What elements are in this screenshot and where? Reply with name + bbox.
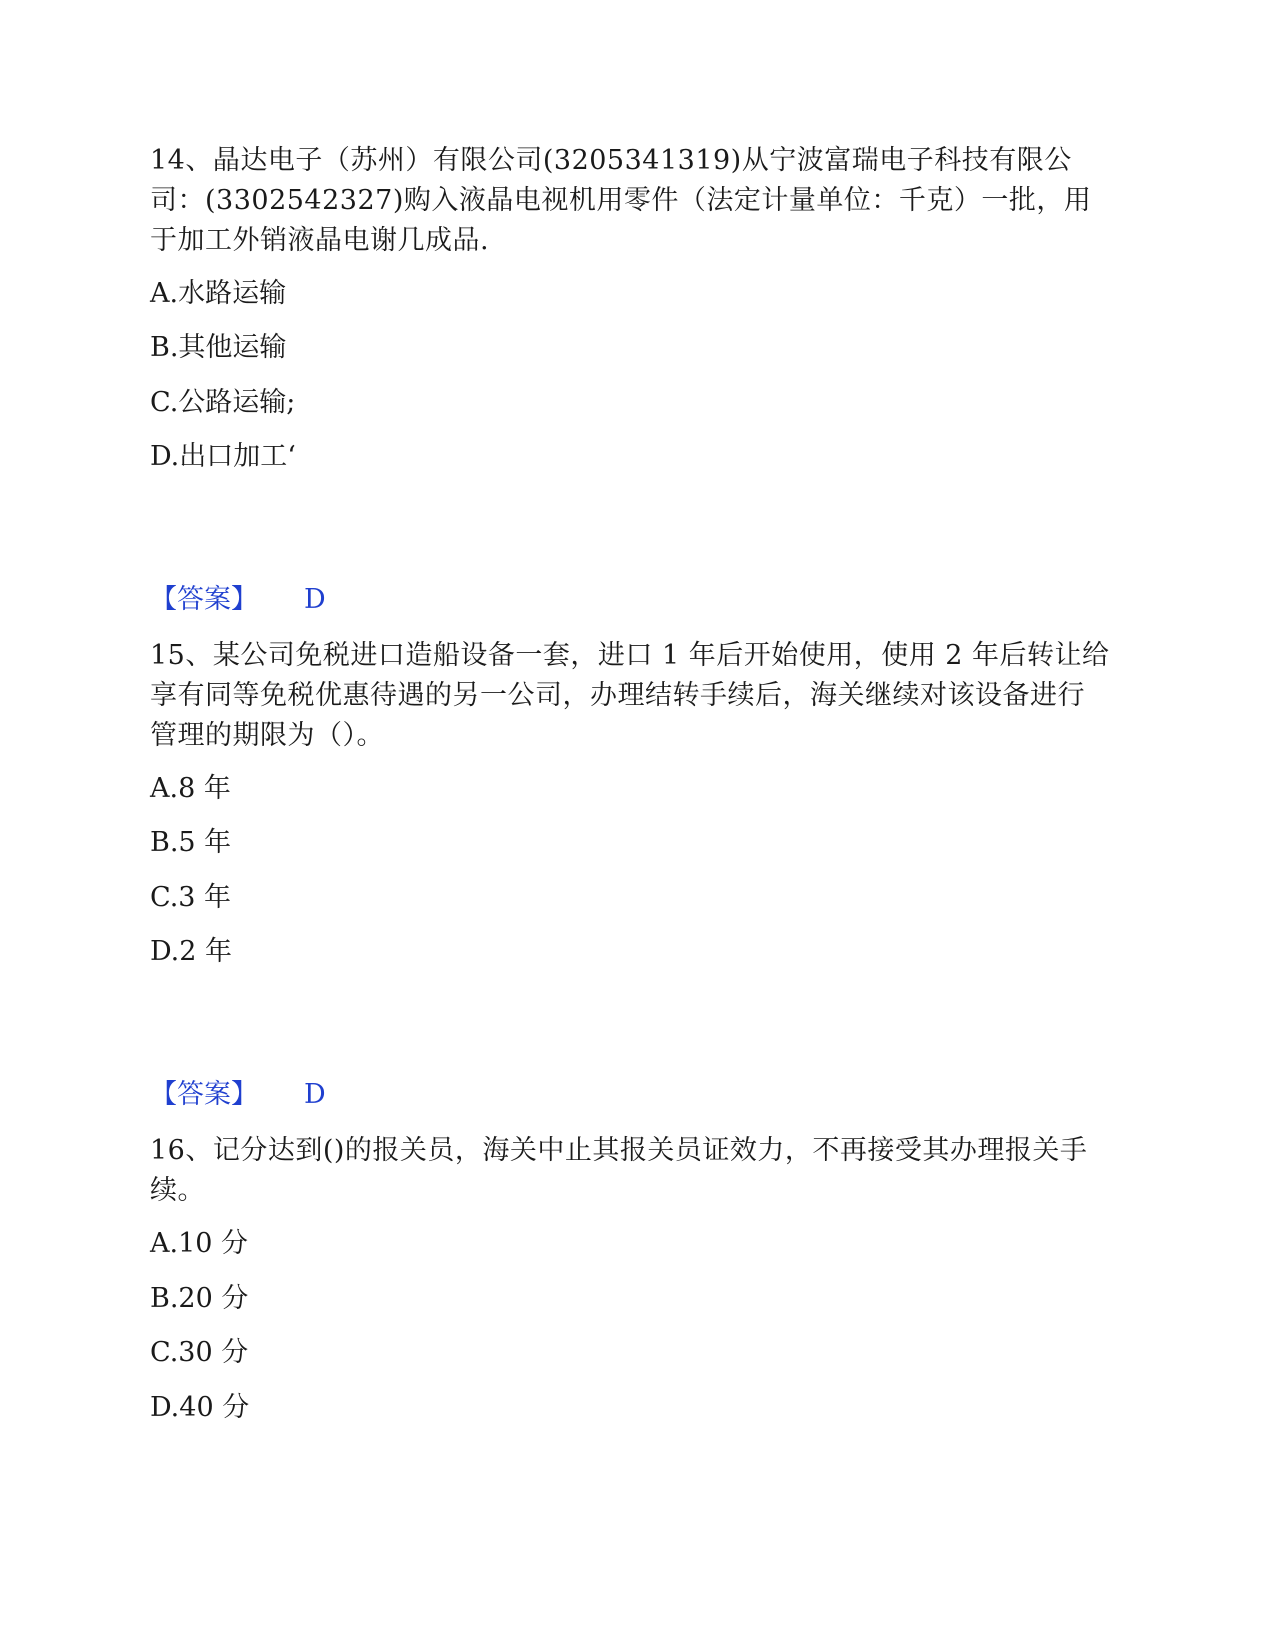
option-c: C.30 分 <box>150 1337 249 1368</box>
option-a: A.10 分 <box>150 1228 249 1259</box>
option-b: B.5 年 <box>150 827 232 858</box>
option-d: D.出口加工‘ <box>150 441 296 472</box>
option-d: D.40 分 <box>150 1392 250 1423</box>
option-a: A.8 年 <box>150 773 231 804</box>
answer-value: D <box>304 1079 326 1110</box>
question-15 <box>150 636 1110 967</box>
question-16 <box>150 1131 1110 1423</box>
option-b: B.其他运输 <box>150 332 287 363</box>
question-text: 14、晶达电子（苏州）有限公司(3205341319)从宁波富瑞电子科技有限公司：(3302542327)购入液晶电视机用零件（法定计量单位：千克）一批，用于加工外销液晶电谢几成品. <box>150 145 1092 256</box>
option-c: C.公路运输; <box>150 387 296 418</box>
option-a: A.水路运输 <box>150 278 287 309</box>
answer-label: 【答案】 <box>150 584 258 615</box>
answer-15 <box>150 1075 326 1115</box>
answer-14 <box>150 580 326 620</box>
question-text: 16、记分达到()的报关员，海关中止其报关员证效力，不再接受其办理报关手续。 <box>150 1135 1088 1206</box>
question-text: 15、某公司免税进口造船设备一套，进口 1 年后开始使用，使用 2 年后转让给享有同等免税优惠待遇的另一公司，办理结转手续后，海关继续对该设备进行管理的期限为（）。 <box>150 640 1110 751</box>
question-14 <box>150 141 1110 472</box>
answer-label: 【答案】 <box>150 1079 258 1110</box>
option-d: D.2 年 <box>150 936 233 967</box>
option-c: C.3 年 <box>150 882 232 913</box>
option-b: B.20 分 <box>150 1283 249 1314</box>
answer-value: D <box>304 584 326 615</box>
